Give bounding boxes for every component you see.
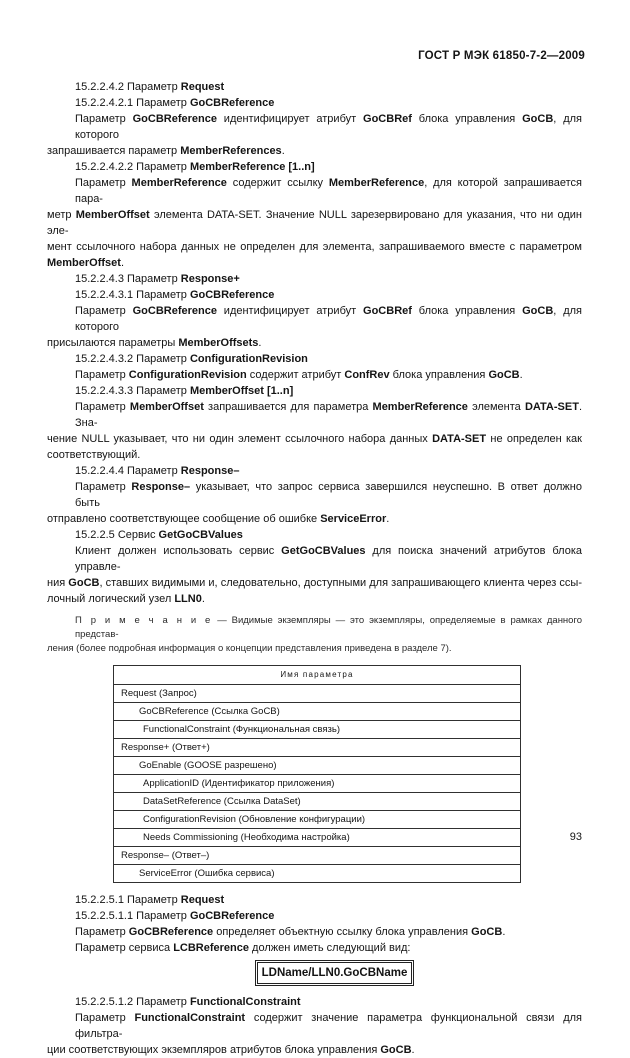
paragraph-line: запрашивается параметр MemberReferences. bbox=[47, 145, 285, 157]
format-box-wrapper bbox=[47, 962, 582, 984]
paragraph-line: Параметр MemberReference содержит ссылку MemberReference, для которой запрашивается пара- bbox=[75, 177, 582, 205]
paragraph-line: Параметр ConfigurationRevision содержит атрибут ConfRev блока управления GoCB. bbox=[75, 369, 523, 381]
paragraph-line: Параметр FunctionalConstraint содержит значение параметра функциональной связи для фильтра- bbox=[75, 1012, 582, 1040]
section-heading: 15.2.2.4.2.2 Параметр MemberReference [1..n] bbox=[75, 161, 315, 173]
note bbox=[47, 614, 582, 656]
paragraph-line: Параметр GoCBReference определяет объектную ссылку блока управления GoCB. bbox=[75, 926, 506, 938]
section-heading: 15.2.2.5 Сервис GetGoCBValues bbox=[75, 529, 243, 541]
section-heading: 15.2.2.4.3.2 Параметр ConfigurationRevision bbox=[75, 353, 308, 365]
paragraph-line: присылаются параметры MemberOffsets. bbox=[47, 337, 262, 349]
table-row: Request (Запрос) bbox=[114, 685, 521, 703]
paragraph-line: лочный логический узел LLN0. bbox=[47, 593, 205, 605]
section-heading: 15.2.2.4.3.3 Параметр MemberOffset [1..n] bbox=[75, 385, 294, 397]
page-header: ГОСТ Р МЭК 61850-7-2—2009 bbox=[418, 50, 585, 62]
note-line: ления (более подробная информация о концепции представления приведена в разделе 7). bbox=[47, 643, 452, 654]
paragraph-line: отправлено соответствующее сообщение об ошибке ServiceError. bbox=[47, 513, 390, 525]
paragraph-line: MemberOffset. bbox=[47, 257, 125, 269]
section-heading: 15.2.2.4.3.1 Параметр GoCBReference bbox=[75, 289, 275, 301]
section-heading: 15.2.2.4.4 Параметр Response– bbox=[75, 465, 240, 477]
table-row: FunctionalConstraint (Функциональная связь) bbox=[114, 721, 521, 739]
paragraph-line: Параметр Response– указывает, что запрос сервиса завершился неуспешно. В ответ должно быть bbox=[75, 481, 582, 509]
table-row: Response+ (Ответ+) bbox=[114, 739, 521, 757]
paragraph-line: Клиент должен использовать сервис GetGoCBValues для поиска значений атрибутов блока управле- bbox=[75, 545, 582, 573]
paragraph-line: ции соответствующих экземпляров атрибутов блока управления GoCB. bbox=[47, 1044, 415, 1056]
section-heading: 15.2.2.4.3 Параметр Response+ bbox=[75, 273, 240, 285]
table-row: ServiceError (Ошибка сервиса) bbox=[114, 865, 521, 883]
table-row: ApplicationID (Идентификатор приложения) bbox=[114, 775, 521, 793]
table-header: Имя параметра bbox=[114, 666, 521, 685]
table-row: DataSetReference (Ссылка DataSet) bbox=[114, 793, 521, 811]
format-box: LDName/LLN0.GoCBName bbox=[257, 962, 413, 984]
note-line: П р и м е ч а н и е — Видимые экземпляры — это экземпляры, определяемые в рамках данного представ- bbox=[75, 615, 583, 640]
table-row: GoCBReference (Ссылка GoCB) bbox=[114, 703, 521, 721]
paragraph-line: соответствующий. bbox=[47, 449, 141, 461]
paragraph-line: Параметр MemberOffset запрашивается для параметра MemberReference элемента DATA-SET. Зна- bbox=[75, 401, 582, 429]
section-heading: 15.2.2.5.1.1 Параметр GoCBReference bbox=[75, 910, 275, 922]
table-row: ConfigurationRevision (Обновление конфигурации) bbox=[114, 811, 521, 829]
document-body bbox=[47, 79, 582, 1058]
section-heading: 15.2.2.4.2 Параметр Request bbox=[75, 81, 225, 93]
paragraph-line: Параметр сервиса LCBReference должен иметь следующий вид: bbox=[75, 942, 411, 954]
section-heading: 15.2.2.5.1.2 Параметр FunctionalConstraint bbox=[75, 996, 301, 1008]
section-heading: 15.2.2.5.1 Параметр Request bbox=[75, 894, 225, 906]
page-number: 93 bbox=[569, 831, 582, 843]
table-row: Needs Commissioning (Необходима настройка) bbox=[114, 829, 521, 847]
paragraph-line: метр MemberOffset элемента DATA-SET. Значение NULL зарезервировано для указания, что ни один эле- bbox=[47, 209, 582, 237]
paragraph-line: ния GoCB, ставших видимыми и, следовательно, доступными для запрашивающего клиента через ссы- bbox=[47, 577, 583, 589]
paragraph-line: чение NULL указывает, что ни один элемент ссылочного набора данных DATA-SET не определен как bbox=[47, 433, 582, 445]
table-row: GoEnable (GOOSE разрешено) bbox=[114, 757, 521, 775]
section-heading: 15.2.2.4.2.1 Параметр GoCBReference bbox=[75, 97, 275, 109]
parameter-table bbox=[113, 665, 521, 883]
paragraph-line: Параметр GoCBReference идентифицирует атрибут GoCBRef блока управления GoCB, для которого bbox=[75, 305, 582, 333]
table-row: Response– (Ответ–) bbox=[114, 847, 521, 865]
paragraph-line: Параметр GoCBReference идентифицирует атрибут GoCBRef блока управления GoCB, для которого bbox=[75, 113, 582, 141]
paragraph-line: мент ссылочного набора данных не определен для элемента, запрашиваемого вместе с параметром bbox=[47, 241, 582, 253]
